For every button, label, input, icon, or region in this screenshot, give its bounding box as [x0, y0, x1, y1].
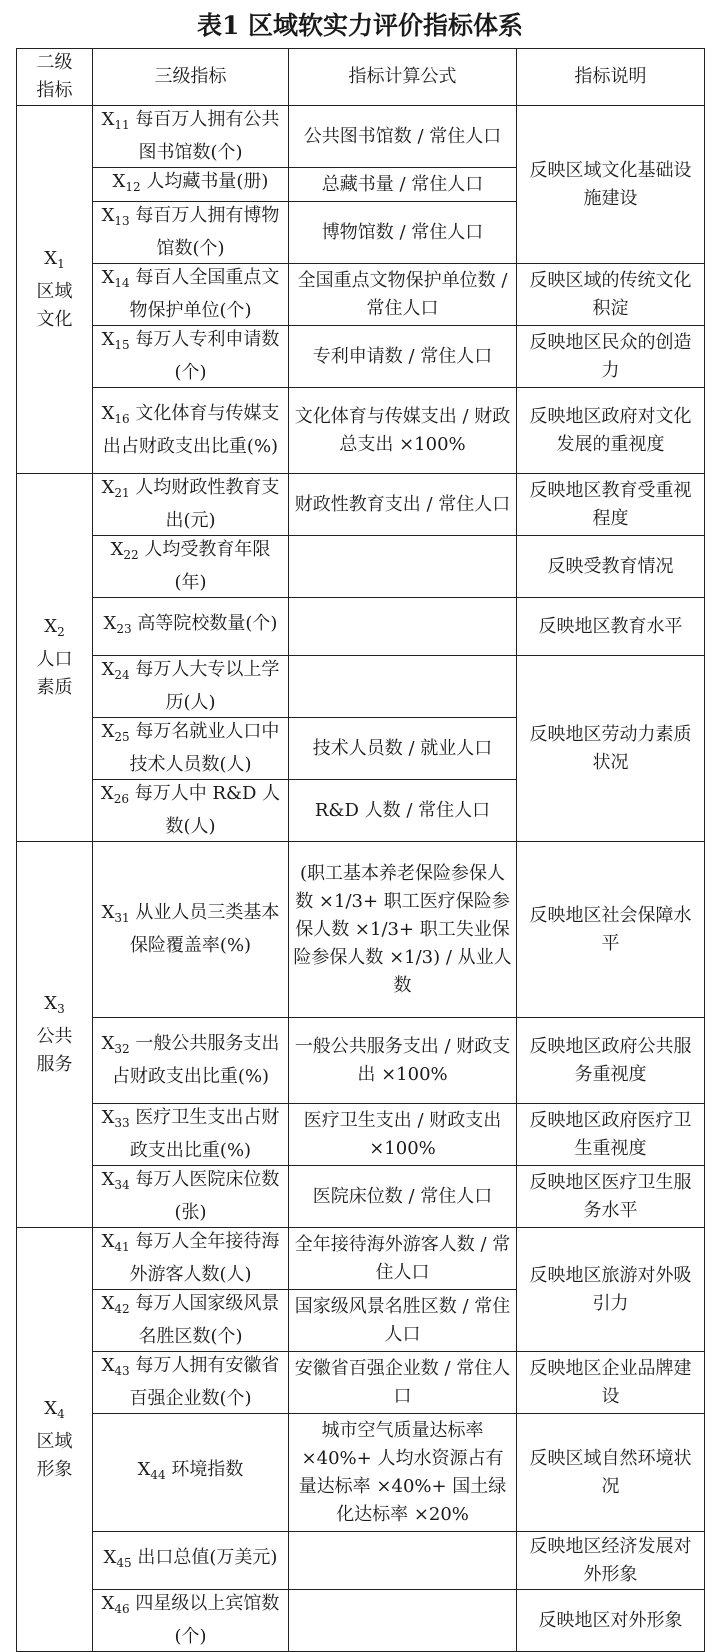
indicator-cell: $X_{33}$ 医疗卫生支出占财政支出比重(%): [93, 1104, 289, 1166]
table-title: 表1 区域软实力评价指标体系: [196, 11, 524, 40]
table-row: [17, 1228, 705, 1290]
indicator-cell: $X_{43}$ 每万人拥有安徽省百强企业数(个): [93, 1352, 289, 1414]
formula-cell: 文化体育与传媒支出 / 财政总支出 ×100%: [289, 388, 517, 474]
note-cell: 反映地区旅游对外吸引力: [517, 1228, 705, 1352]
formula-cell: 总藏书量 / 常住人口: [289, 168, 517, 202]
formula-cell: R&D 人数 / 常住人口: [289, 780, 517, 842]
note-cell: 反映地区教育受重视程度: [517, 474, 705, 536]
indicator-cell: $X_{41}$ 每万人全年接待海外游客人数(人): [93, 1228, 289, 1290]
note-cell: 反映区域的传统文化积淀: [517, 264, 705, 326]
indicator-cell: $X_{21}$ 人均财政性教育支出(元): [93, 474, 289, 536]
indicator-cell: $X_{24}$ 每万人大专以上学历(人): [93, 656, 289, 718]
note-cell: 反映区域自然环境状况: [517, 1414, 705, 1532]
table-header-row: [17, 49, 705, 106]
table-row: [17, 598, 705, 656]
formula-cell: 一般公共服务支出 / 财政支出 ×100%: [289, 1018, 517, 1104]
formula-cell: 博物馆数 / 常住人口: [289, 202, 517, 264]
formula-cell: 安徽省百强企业数 / 常住人口: [289, 1352, 517, 1414]
group-cell: $X_1$ 区域文化: [17, 106, 93, 474]
indicator-cell: $X_{11}$ 每百万人拥有公共图书馆数(个): [93, 106, 289, 168]
group-name: 人口素质: [36, 649, 73, 698]
formula-cell: 城市空气质量达标率 ×40%+ 人均水资源占有量达标率 ×40%+ 国土绿化达标率 ×20%: [289, 1414, 517, 1532]
formula-cell: [289, 598, 517, 656]
indicator-cell: $X_{26}$ 每万人中 R&D 人数(人): [93, 780, 289, 842]
indicator-cell: $X_{13}$ 每百万人拥有博物馆数(个): [93, 202, 289, 264]
formula-cell: (职工基本养老保险参保人数 ×1/3+ 职工医疗保险参保人数 ×1/3+ 职工失业保险参保人数 ×1/3) / 从业人数: [289, 842, 517, 1018]
note-cell: 反映地区经济发展对外形象: [517, 1532, 705, 1590]
table-row: [17, 1352, 705, 1414]
table-row: [17, 326, 705, 388]
note-cell: 反映地区劳动力素质状况: [517, 656, 705, 842]
formula-cell: 医院床位数 / 常住人口: [289, 1166, 517, 1228]
indicator-cell: $X_{31}$ 从业人员三类基本保险覆盖率(%): [93, 842, 289, 1018]
group-cell: $X_2$ 人口素质: [17, 474, 93, 842]
group-cell: $X_3$ 公共服务: [17, 842, 93, 1228]
table-row: [17, 388, 705, 474]
header-formula: 指标计算公式: [289, 49, 517, 106]
table-row: [17, 106, 705, 168]
indicator-cell: $X_{22}$ 人均受教育年限(年): [93, 536, 289, 598]
note-cell: 反映地区政府公共服务重视度: [517, 1018, 705, 1104]
formula-cell: 技术人员数 / 就业人口: [289, 718, 517, 780]
table-row: [17, 842, 705, 1018]
formula-cell: 公共图书馆数 / 常住人口: [289, 106, 517, 168]
note-cell: 反映地区对外形象: [517, 1590, 705, 1652]
indicator-cell: $X_{12}$ 人均藏书量(册): [93, 168, 289, 202]
header-level2: 二级 指标: [17, 49, 93, 106]
indicator-cell: $X_{42}$ 每万人国家级风景名胜区数(个): [93, 1290, 289, 1352]
table-row: [17, 1532, 705, 1590]
table-row: [17, 656, 705, 718]
table-row: [17, 536, 705, 598]
indicator-cell: $X_{14}$ 每百人全国重点文物保护单位(个): [93, 264, 289, 326]
note-cell: 反映地区教育水平: [517, 598, 705, 656]
group-name: 区域形象: [36, 1431, 73, 1480]
note-cell: 反映地区政府对文化发展的重视度: [517, 388, 705, 474]
indicator-cell: $X_{25}$ 每万名就业人口中技术人员数(人): [93, 718, 289, 780]
formula-cell: 全国重点文物保护单位数 / 常住人口: [289, 264, 517, 326]
indicator-cell: $X_{16}$ 文化体育与传媒支出占财政支出比重(%): [93, 388, 289, 474]
formula-cell: 专利申请数 / 常住人口: [289, 326, 517, 388]
formula-cell: [289, 536, 517, 598]
table-row: [17, 1018, 705, 1104]
formula-cell: [289, 1590, 517, 1652]
note-cell: 反映区域文化基础设施建设: [517, 106, 705, 264]
table-row: [17, 474, 705, 536]
formula-cell: 全年接待海外游客人数 / 常住人口: [289, 1228, 517, 1290]
formula-cell: [289, 1532, 517, 1590]
formula-cell: 财政性教育支出 / 常住人口: [289, 474, 517, 536]
note-cell: 反映地区社会保障水平: [517, 842, 705, 1018]
group-name: 区域文化: [36, 281, 73, 330]
indicator-cell: $X_{34}$ 每万人医院床位数(张): [93, 1166, 289, 1228]
group-name: 公共服务: [36, 1026, 73, 1075]
header-note: 指标说明: [517, 49, 705, 106]
indicator-cell: $X_{45}$ 出口总值(万美元): [93, 1532, 289, 1590]
table-row: [17, 1590, 705, 1652]
indicator-cell: $X_{23}$ 高等院校数量(个): [93, 598, 289, 656]
indicator-table: [16, 48, 705, 1652]
indicator-cell: $X_{32}$ 一般公共服务支出占财政支出比重(%): [93, 1018, 289, 1104]
header-level3: 三级指标: [93, 49, 289, 106]
indicator-cell: $X_{46}$ 四星级以上宾馆数(个): [93, 1590, 289, 1652]
formula-cell: 医疗卫生支出 / 财政支出 ×100%: [289, 1104, 517, 1166]
note-cell: 反映地区政府医疗卫生重视度: [517, 1104, 705, 1166]
table-row: [17, 264, 705, 326]
table-row: [17, 1104, 705, 1166]
formula-cell: 国家级风景名胜区数 / 常住人口: [289, 1290, 517, 1352]
formula-cell: [289, 656, 517, 718]
note-cell: 反映地区医疗卫生服务水平: [517, 1166, 705, 1228]
table-row: [17, 1166, 705, 1228]
table-row: [17, 1414, 705, 1532]
group-cell: $X_4$ 区域形象: [17, 1228, 93, 1652]
note-cell: 反映地区民众的创造力: [517, 326, 705, 388]
note-cell: 反映地区企业品牌建设: [517, 1352, 705, 1414]
indicator-cell: $X_{44}$ 环境指数: [93, 1414, 289, 1532]
indicator-cell: $X_{15}$ 每万人专利申请数(个): [93, 326, 289, 388]
note-cell: 反映受教育情况: [517, 536, 705, 598]
